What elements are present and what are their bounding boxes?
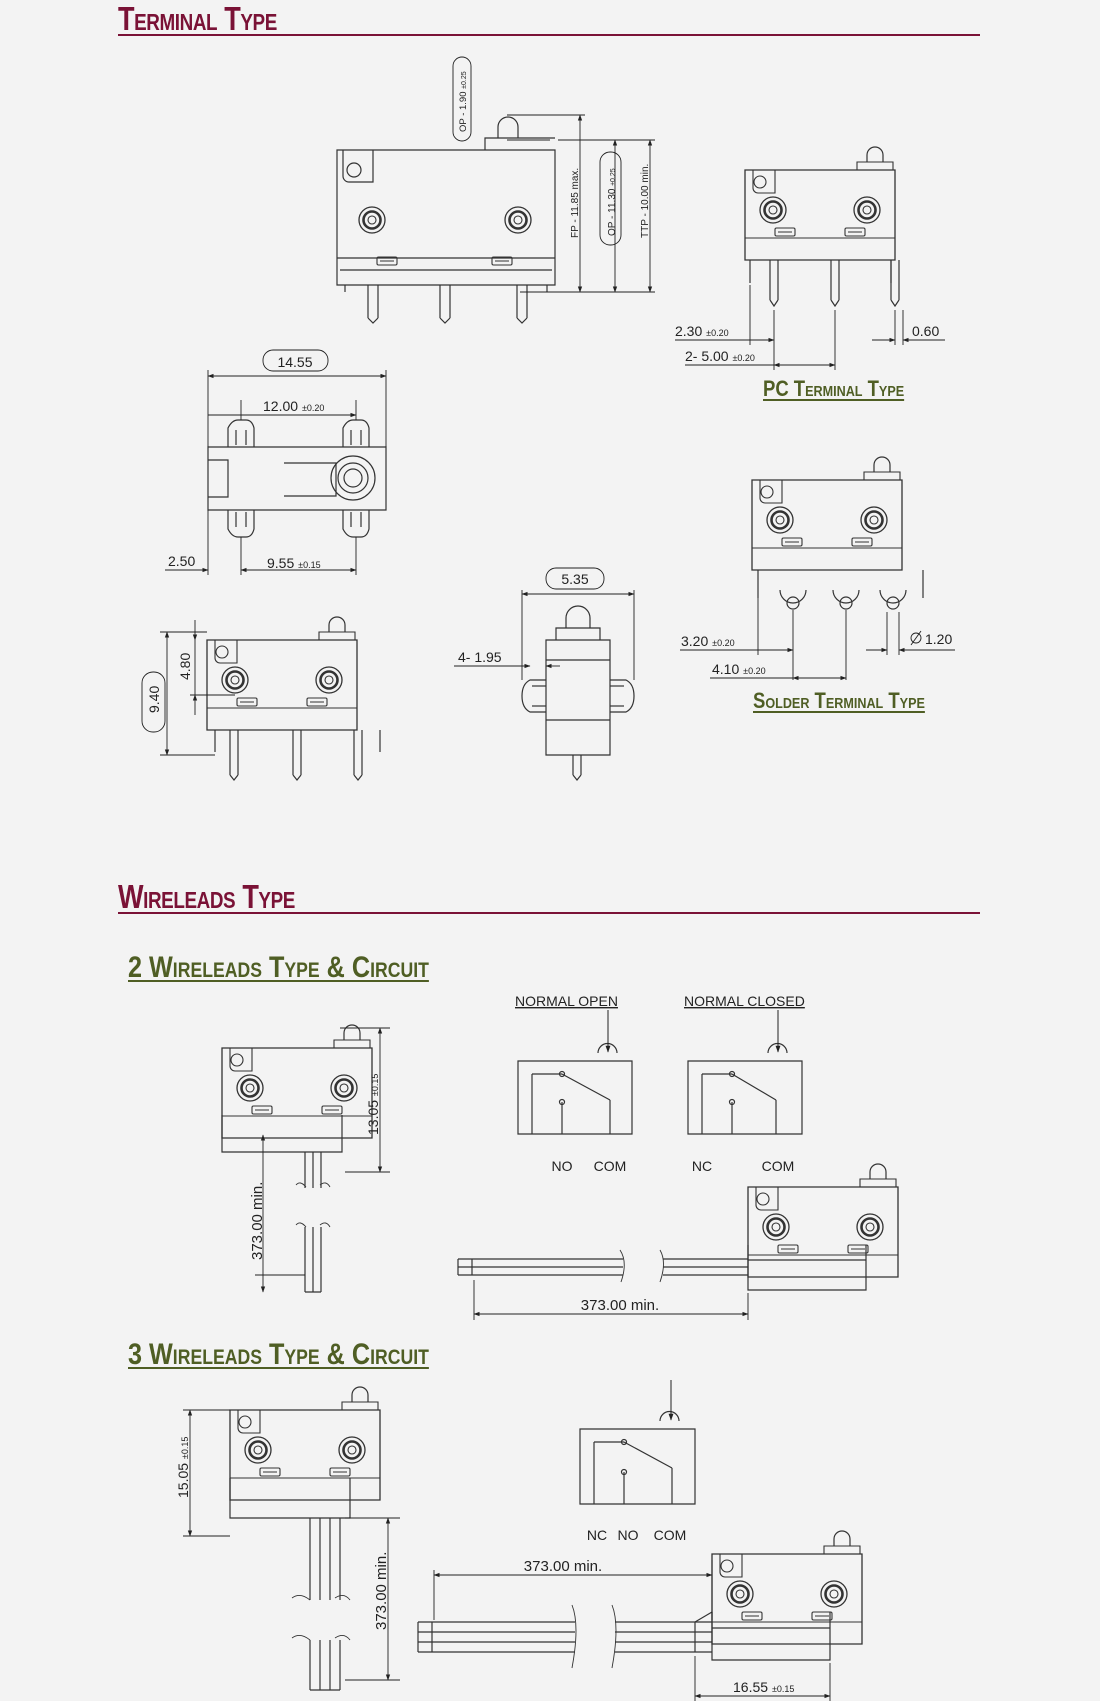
- normal-open-no-label: NO: [551, 1158, 573, 1174]
- w3-length-vertical-label: 373.00 min.: [373, 1551, 390, 1630]
- pc-060-label: 0.60: [912, 323, 940, 339]
- terminal-type-heading: Terminal Type: [118, 0, 277, 37]
- end-view-drawing: [454, 568, 634, 780]
- three-wireleads-heading: 3 Wireleads Type & Circuit: [128, 1338, 429, 1371]
- solder-terminal-heading: Solder Terminal Type: [753, 688, 925, 713]
- w3-length-horizontal-label: 373.00 min.: [523, 1558, 603, 1575]
- ttp-1000-label: TTP - 10.00 min.: [640, 163, 651, 238]
- two-wireleads-drawing: [222, 993, 898, 1320]
- end-535-label: 5.35: [561, 571, 589, 587]
- normal-open-com-label: COM: [593, 1158, 627, 1174]
- pc-500-label: 2- 5.00 ±0.20: [685, 348, 755, 364]
- top-1200-label: 12.00 ±0.20: [263, 398, 325, 414]
- three-nc-label: NC: [586, 1527, 608, 1543]
- top-view-drawing: [165, 350, 386, 575]
- normal-closed-com-label: COM: [761, 1158, 795, 1174]
- op-190-label: OP - 1.90 ±0.25: [458, 71, 469, 132]
- sol-dia-label: 1.20: [925, 631, 953, 647]
- end-195-label: 4- 1.95: [458, 649, 502, 665]
- three-com-label: COM: [653, 1527, 687, 1543]
- side-view-drawing: [142, 617, 380, 780]
- wireleads-type-heading: Wireleads Type: [118, 878, 295, 915]
- three-wireleads-drawing: [175, 1380, 862, 1701]
- normal-closed-label: NORMAL CLOSED: [684, 993, 805, 1009]
- fp-1185-label: FP - 11.85 max.: [570, 167, 581, 238]
- sol-410-label: 4.10 ±0.20: [712, 661, 766, 677]
- two-wireleads-heading: 2 Wireleads Type & Circuit: [128, 951, 429, 984]
- three-no-label: NO: [617, 1527, 639, 1543]
- side-940-label: 9.40: [146, 685, 162, 713]
- pc-terminal-drawing: [675, 147, 945, 370]
- top-1455-label: 14.55: [277, 354, 313, 370]
- w3-1505-label: 15.05 ±0.15: [175, 1436, 191, 1498]
- solder-terminal-drawing: [680, 457, 955, 680]
- op-1130-label: OP - 11.30 ±0.25: [607, 168, 618, 236]
- top-250-label: 2.50: [168, 553, 196, 569]
- normal-closed-nc-label: NC: [691, 1158, 713, 1174]
- w2-1305-label: 13.05 ±0.15: [365, 1073, 381, 1135]
- side-480-label: 4.80: [177, 652, 193, 680]
- pc-230-label: 2.30 ±0.20: [675, 323, 729, 339]
- w2-length-vertical-label: 373.00 min.: [249, 1181, 266, 1260]
- normal-open-label: NORMAL OPEN: [515, 993, 618, 1009]
- pc-terminal-heading: PC Terminal Type: [763, 376, 905, 401]
- top-955-label: 9.55 ±0.15: [267, 555, 321, 571]
- w2-length-horizontal-label: 373.00 min.: [580, 1297, 660, 1314]
- sol-320-label: 3.20 ±0.20: [681, 633, 735, 649]
- w3-1655-label: 16.55 ±0.15: [733, 1679, 795, 1695]
